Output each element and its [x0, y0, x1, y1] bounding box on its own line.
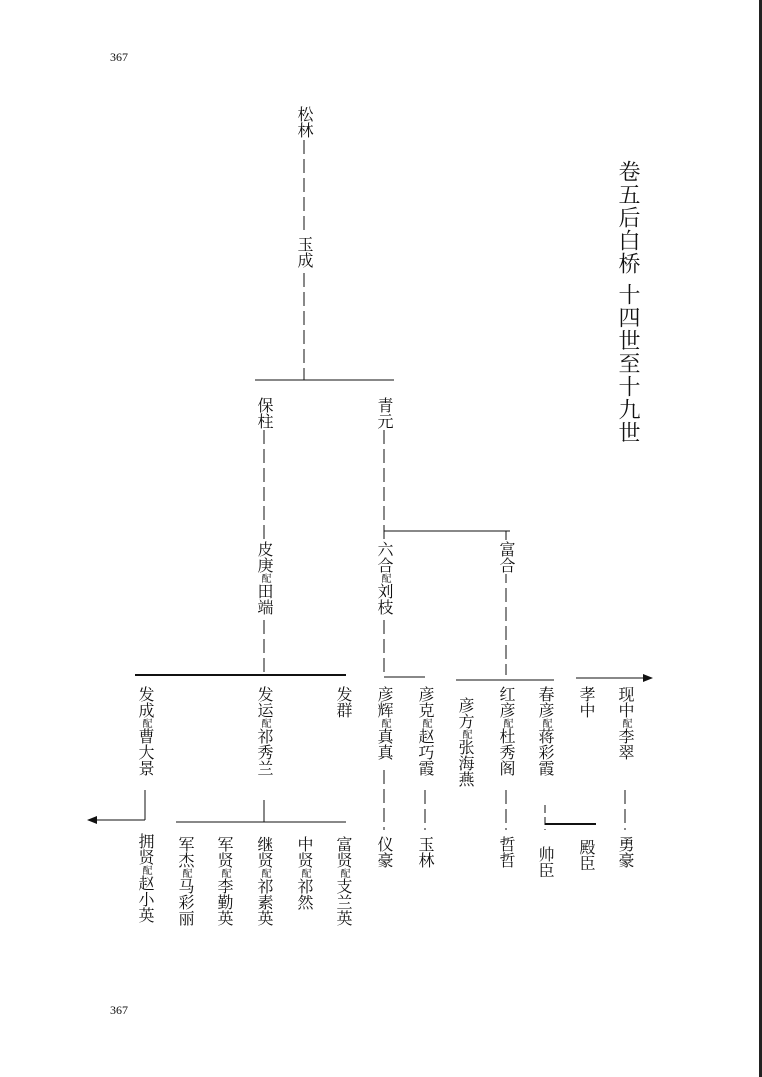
person-chunyan: 春彦配蒋彩霞 [536, 686, 555, 776]
person-yulin: 玉林 [416, 836, 435, 868]
person-junjie: 军杰配马彩丽 [176, 836, 195, 926]
person-yanhui: 彦辉配真真 [375, 686, 394, 760]
person-yucheng: 玉成 [295, 236, 314, 268]
person-faqun: 发群 [334, 686, 353, 718]
person-yanke: 彦克配赵巧霞 [416, 686, 435, 776]
person-pigeng: 皮庚配田端 [255, 541, 274, 615]
person-junxian: 军贤配李勤英 [215, 836, 234, 926]
page-number-bottom: 367 [110, 1003, 128, 1017]
person-songlin: 松林 [295, 106, 314, 138]
person-yanfang: 彦方配张海燕 [456, 697, 475, 787]
person-shuaichen: 帅臣 [536, 846, 555, 878]
person-yongxian: 拥贤配赵小英 [136, 833, 155, 923]
person-yihao: 仪豪 [375, 836, 394, 868]
person-liuhe: 六合配刘枝 [375, 541, 394, 615]
person-yonghao: 勇豪 [616, 836, 635, 868]
person-zhezhe: 哲哲 [497, 836, 516, 868]
person-fuxian: 富贤配支兰英 [334, 836, 353, 926]
page-number-top: 367 [110, 50, 128, 64]
person-fuhe: 富合 [497, 541, 516, 573]
person-xianzhong: 现中配李翠 [616, 686, 635, 760]
person-jixian: 继贤配祁素英 [255, 836, 274, 926]
person-xiaozhong: 孝中 [577, 686, 596, 718]
person-fayun: 发运配祁秀兰 [255, 686, 274, 776]
person-qingyuan: 青元 [375, 397, 394, 429]
page-title: 卷五后白桥 十四世至十九世 [615, 160, 640, 444]
person-zhongxian: 中贤配祁然 [295, 836, 314, 910]
person-facheng: 发成配曹大景 [136, 686, 155, 776]
person-dianchen: 殿臣 [577, 839, 596, 871]
person-hongyan: 红彦配杜秀阁 [497, 686, 516, 776]
person-baozhu: 保柱 [255, 397, 274, 429]
